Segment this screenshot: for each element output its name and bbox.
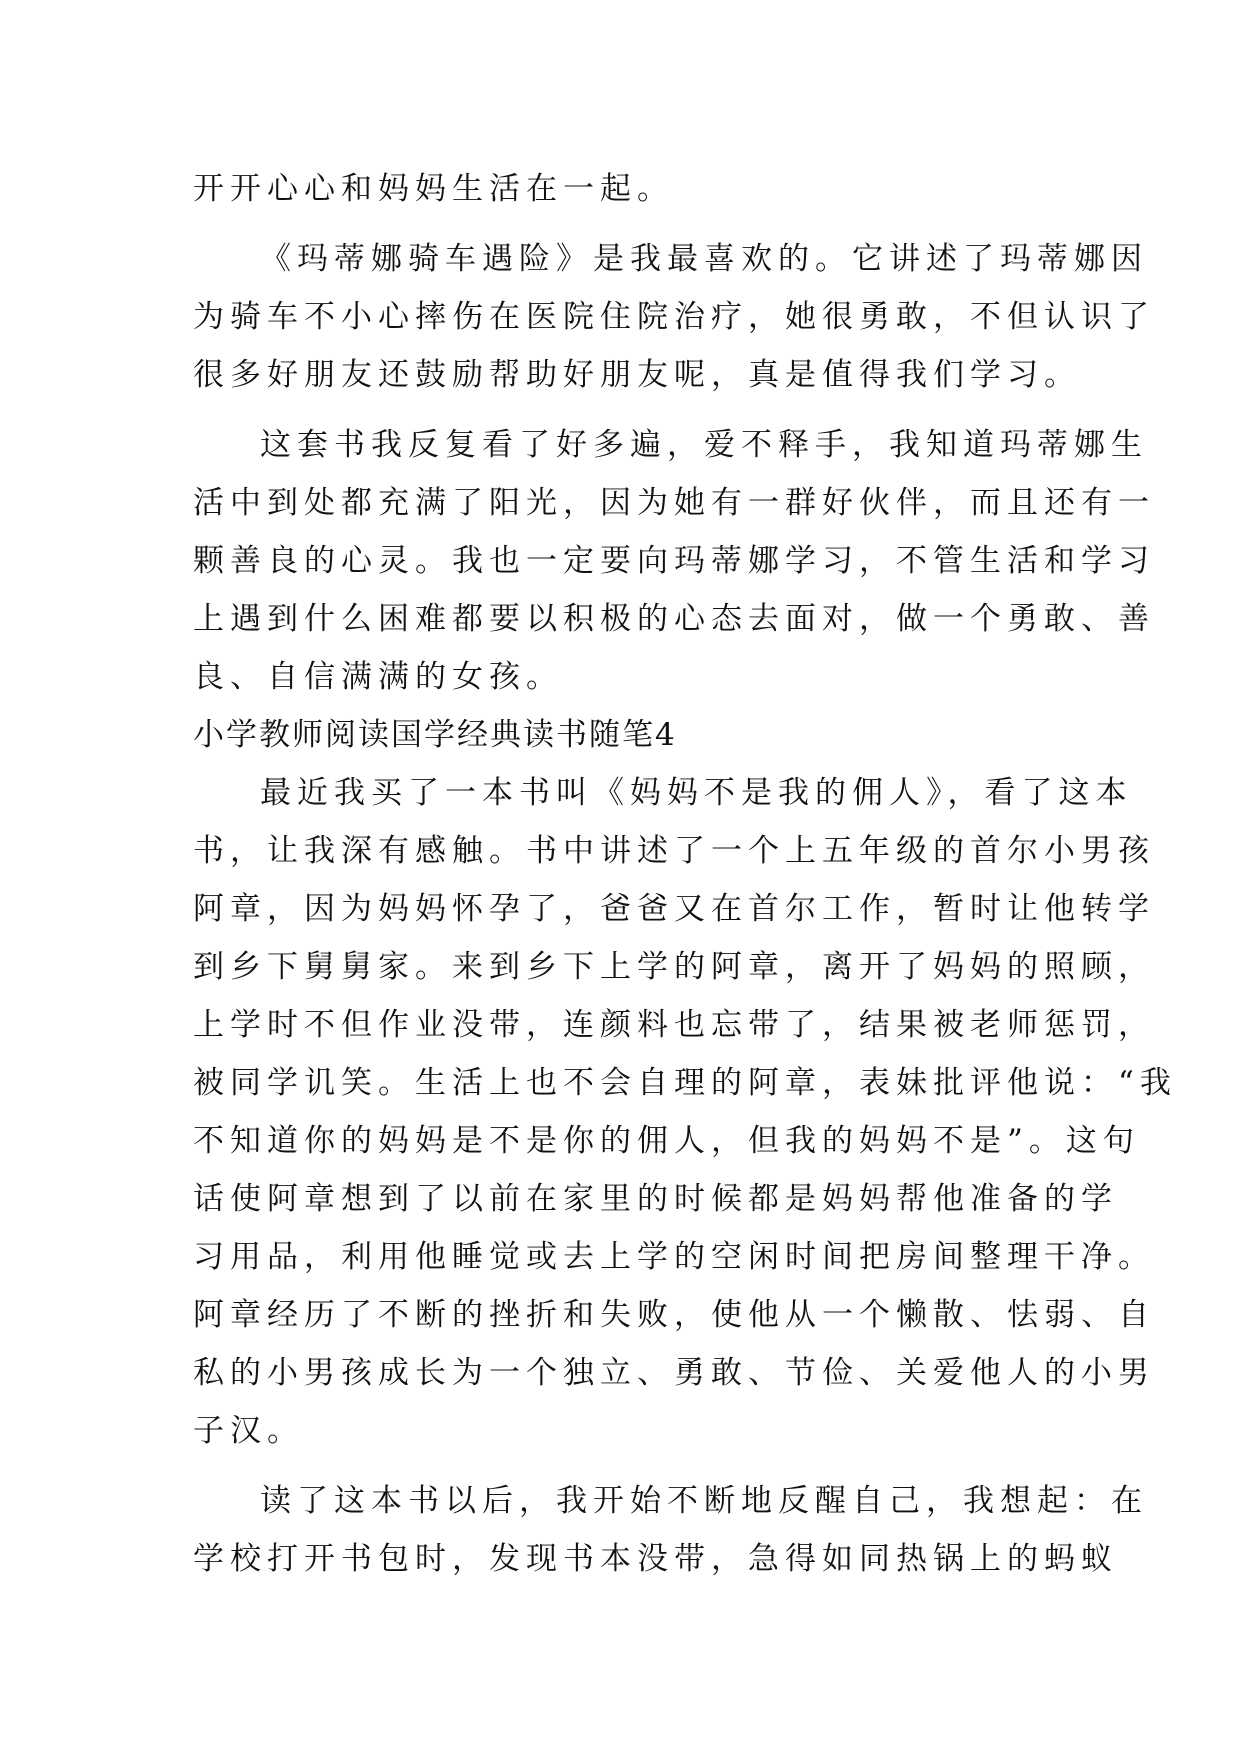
paragraph-line: 阿章经历了不断的挫折和失败，使他从一个懒散、怯弱、自 xyxy=(193,1297,1155,1333)
paragraph-line: 活中到处都充满了阳光，因为她有一群好伙伴，而且还有一 xyxy=(193,485,1155,521)
paragraph-gap xyxy=(193,1460,1055,1472)
paragraph-line: 很多好朋友还鼓励帮助好朋友呢，真是值得我们学习。 xyxy=(193,357,1081,393)
paragraph-line: 话使阿章想到了以前在家里的时候都是妈妈帮他准备的学 xyxy=(193,1181,1118,1217)
document-body xyxy=(193,160,1177,1588)
paragraph-gap xyxy=(193,404,1055,416)
paragraph-line: 上遇到什么困难都要以积极的心态去面对，做一个勇敢、善 xyxy=(193,601,1155,637)
paragraph-line: 为骑车不小心摔伤在医院住院治疗，她很勇敢，不但认识了 xyxy=(193,299,1155,335)
paragraph-line: 学校打开书包时，发现书本没带，急得如同热锅上的蚂蚁 xyxy=(193,1541,1118,1577)
paragraph-line: 私的小男孩成长为一个独立、勇敢、节俭、关爱他人的小男 xyxy=(193,1355,1155,1391)
paragraph-line: 被同学讥笑。生活上也不会自理的阿章，表妹批评他说：“我 xyxy=(193,1065,1177,1101)
paragraph-line: 《玛蒂娜骑车遇险》是我最喜欢的。它讲述了玛蒂娜因 xyxy=(260,241,1148,277)
paragraph-line: 到乡下舅舅家。来到乡下上学的阿章，离开了妈妈的照顾， xyxy=(193,949,1155,985)
section-heading: 小学教师阅读国学经典读书随笔4 xyxy=(193,717,677,753)
paragraph-line: 读了这本书以后，我开始不断地反醒自己，我想起：在 xyxy=(260,1483,1148,1519)
paragraph-line: 阿章，因为妈妈怀孕了，爸爸又在首尔工作，暂时让他转学 xyxy=(193,891,1155,927)
paragraph-line: 子汉。 xyxy=(193,1413,304,1449)
paragraph-line: 开开心心和妈妈生活在一起。 xyxy=(193,171,674,207)
paragraph-line: 这套书我反复看了好多遍，爱不释手，我知道玛蒂娜生 xyxy=(260,427,1148,463)
paragraph-line: 颗善良的心灵。我也一定要向玛蒂娜学习，不管生活和学习 xyxy=(193,543,1155,579)
paragraph-line: 不知道你的妈妈是不是你的佣人，但我的妈妈不是”。这句 xyxy=(193,1123,1140,1159)
paragraph-line: 最近我买了一本书叫《妈妈不是我的佣人》，看了这本 xyxy=(260,775,1133,811)
paragraph-gap xyxy=(193,218,1055,230)
paragraph-line: 上学时不但作业没带，连颜料也忘带了，结果被老师惩罚， xyxy=(193,1007,1155,1043)
paragraph-line: 良、自信满满的女孩。 xyxy=(193,659,563,695)
paragraph-line: 习用品，利用他睡觉或去上学的空闲时间把房间整理干净。 xyxy=(193,1239,1155,1275)
paragraph-line: 书，让我深有感触。书中讲述了一个上五年级的首尔小男孩 xyxy=(193,833,1155,869)
